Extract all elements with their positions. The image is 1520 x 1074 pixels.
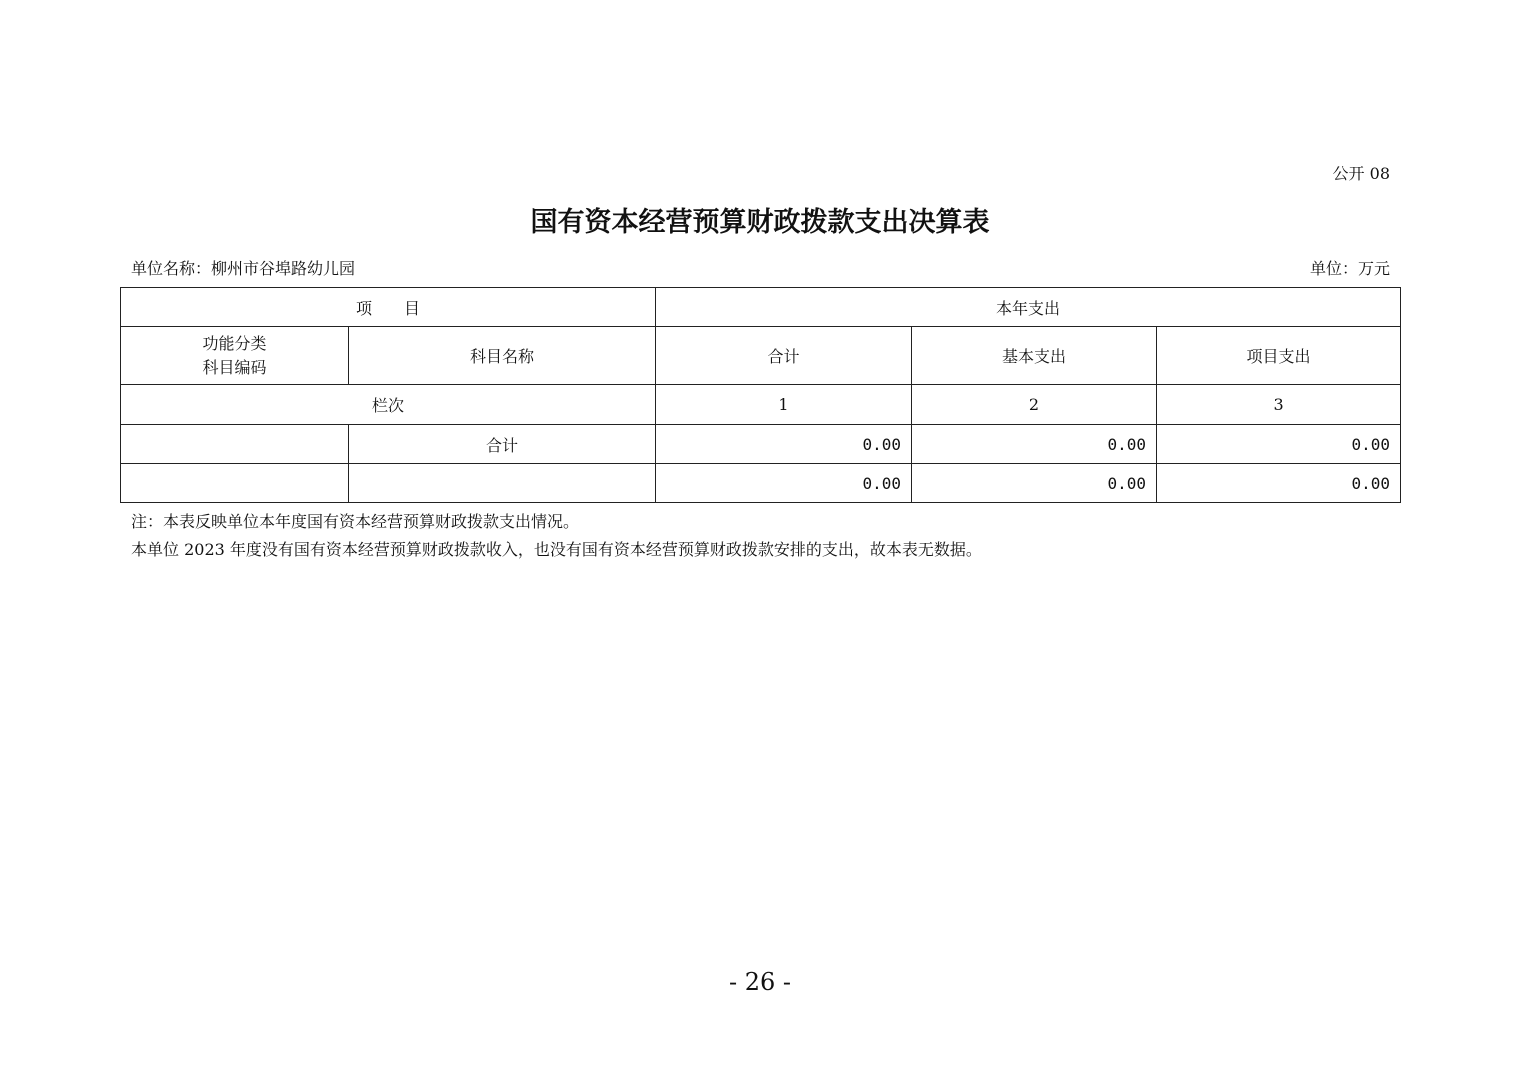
row-total-cell: 0.00 [656, 425, 912, 464]
table-row [121, 425, 1401, 464]
header-item-cell: 项 目 [121, 288, 656, 327]
row-code-cell [121, 425, 349, 464]
notes-section [131, 508, 982, 564]
document-title: 国有资本经营预算财政拨款支出决算表 [530, 207, 990, 238]
column-index-2: 2 [912, 385, 1157, 425]
header-expense-cell: 本年支出 [656, 288, 1401, 327]
column-header-function-code [121, 327, 349, 385]
row-code-cell [121, 464, 349, 503]
table-subheader-row [121, 327, 1401, 385]
column-header-code-line2: 科目编码 [202, 357, 267, 377]
row-total-cell: 0.00 [656, 464, 912, 503]
row-project-cell: 0.00 [1157, 464, 1401, 503]
document-code: 公开 08 [1332, 164, 1390, 183]
table-header-row [121, 288, 1401, 327]
column-header-project: 项目支出 [1157, 327, 1401, 385]
table-row [121, 464, 1401, 503]
row-name-cell: 合计 [349, 425, 656, 464]
column-header-basic: 基本支出 [912, 327, 1157, 385]
unit-name: 单位名称：柳州市谷埠路幼儿园 [131, 259, 356, 278]
currency-unit: 单位：万元 [1309, 259, 1390, 278]
row-basic-cell: 0.00 [912, 464, 1157, 503]
column-header-subject-name: 科目名称 [349, 327, 656, 385]
column-index-label: 栏次 [121, 385, 656, 425]
column-index-3: 3 [1157, 385, 1401, 425]
page-number: - 26 - [728, 968, 791, 996]
column-header-code-line1: 功能分类 [202, 333, 267, 353]
row-basic-cell: 0.00 [912, 425, 1157, 464]
column-index-1: 1 [656, 385, 912, 425]
row-name-cell [349, 464, 656, 503]
row-project-cell: 0.00 [1157, 425, 1401, 464]
column-header-total: 合计 [656, 327, 912, 385]
column-index-row [121, 385, 1401, 425]
note-line-1: 注：本表反映单位本年度国有资本经营预算财政拨款支出情况。 [131, 512, 580, 531]
note-line-2: 本单位 2023 年度没有国有资本经营预算财政拨款收入，也没有国有资本经营预算财政拨款安排的支出，故本表无数据。 [131, 540, 982, 559]
expenditure-table [120, 287, 1401, 503]
